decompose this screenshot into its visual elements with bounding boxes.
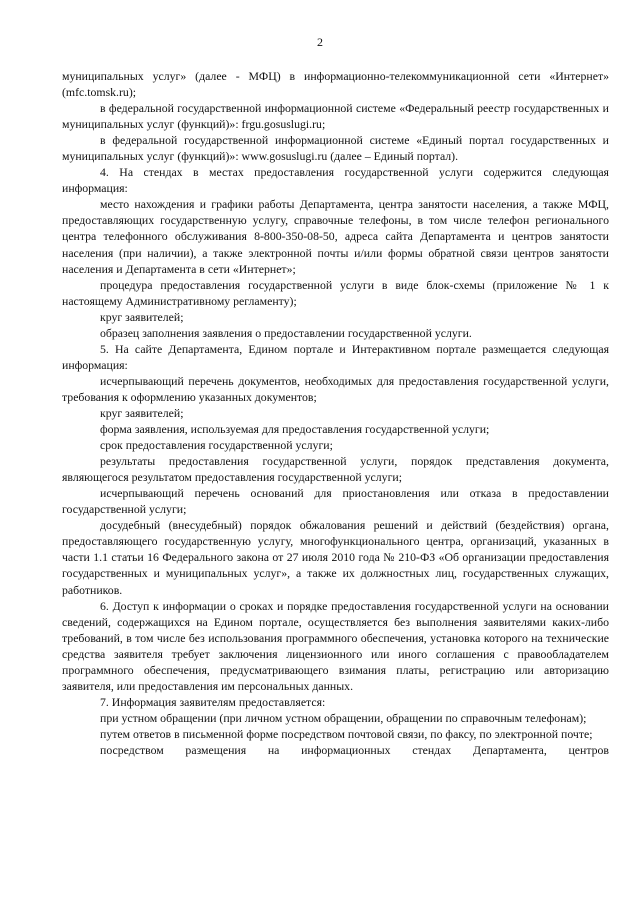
paragraph: в федеральной государственной информационной системе «Единый портал государственных и муниципальных услуг (функций)»: www.gosuslugi.ru (далее – Единый портал). [62, 133, 609, 164]
paragraph: круг заявителей; [100, 309, 184, 324]
paragraph: посредством размещения на информационных стендах Департамента, центров [100, 742, 609, 757]
paragraph: 5. На сайте Департамента, Едином портале и Интерактивном портале размещается следующая информация: [62, 341, 609, 372]
paragraph: круг заявителей; [100, 405, 184, 420]
paragraph: исчерпывающий перечень документов, необходимых для предоставления государственной услуги, требования к оформлению указанных документов; [62, 373, 609, 404]
paragraph: 7. Информация заявителям предоставляется: [100, 694, 326, 709]
paragraph: при устном обращении (при личном устном обращении, обращении по справочным телефонам); [100, 710, 587, 725]
paragraph: форма заявления, используемая для предоставления государственной услуги; [100, 422, 490, 437]
paragraph: в федеральной государственной информационной системе «Федеральный реестр государственных и муниципальных услуг (функций)»: frgu.gosuslugi.ru; [62, 101, 609, 132]
paragraph: результаты предоставления государственной услуги, порядок представления документа, являющегося результатом предоставления государственной услуги; [62, 454, 609, 485]
paragraph: 6. Доступ к информации о сроках и порядке предоставления государственной услуги на основании сведений, содержащихся на Едином портале, осуществляется без выполнения заявителями каких-либо требований, в том числе без использования программного обеспечения, установка которого на технические средства заявителя требует заключения лицензионного или иного соглашения с правообладателем программного обеспечения, предусматривающего взимания платы, регистрацию или авторизацию заявителя, или предоставления им персональных данных. [62, 598, 609, 693]
paragraph: 4. На стендах в местах предоставления государственной услуги содержится следующая информация: [62, 165, 609, 196]
paragraph: досудебный (внесудебный) порядок обжалования решений и действий (бездействия) органа, предоставляющего государственную услугу, многофункционального центра, организаций, указанных в части 1.1 статьи 16 Федерального закона от 27 июля 2010 года № 210-ФЗ «Об организации предоставления государственных и муниципальных услуг», а также их должностных лиц, государственных служащих, работников. [62, 518, 609, 597]
page-number: 2 [317, 35, 323, 49]
paragraph: место нахождения и графики работы Департамента, центра занятости населения, а также МФЦ, предоставляющих государственную услугу, справочные телефоны, в том числе телефон регионального центра телефонного обслуживания 8-800-350-08-50, адреса сайта Департамента и центров занятости населения (при наличии), а также электронной почты и/или формы обратной связи центров занятости населения и Департамента в сети «Интернет»; [62, 197, 609, 276]
paragraph: исчерпывающий перечень оснований для приостановления или отказа в предоставлении государственной услуги; [62, 486, 609, 517]
paragraph: процедура предоставления государственной услуги в виде блок-схемы (приложение № 1 к настоящему Административному регламенту); [62, 277, 609, 308]
paragraph: срок предоставления государственной услуги; [100, 438, 333, 453]
document-body [62, 68, 609, 758]
paragraph: путем ответов в письменной форме посредством почтовой связи, по факсу, по электронной почте; [100, 726, 593, 741]
paragraph: образец заполнения заявления о предоставлении государственной услуги. [100, 325, 472, 340]
paragraph: муниципальных услуг» (далее - МФЦ) в информационно-телекоммуникационной сети «Интернет» (mfc.tomsk.ru); [62, 69, 609, 100]
